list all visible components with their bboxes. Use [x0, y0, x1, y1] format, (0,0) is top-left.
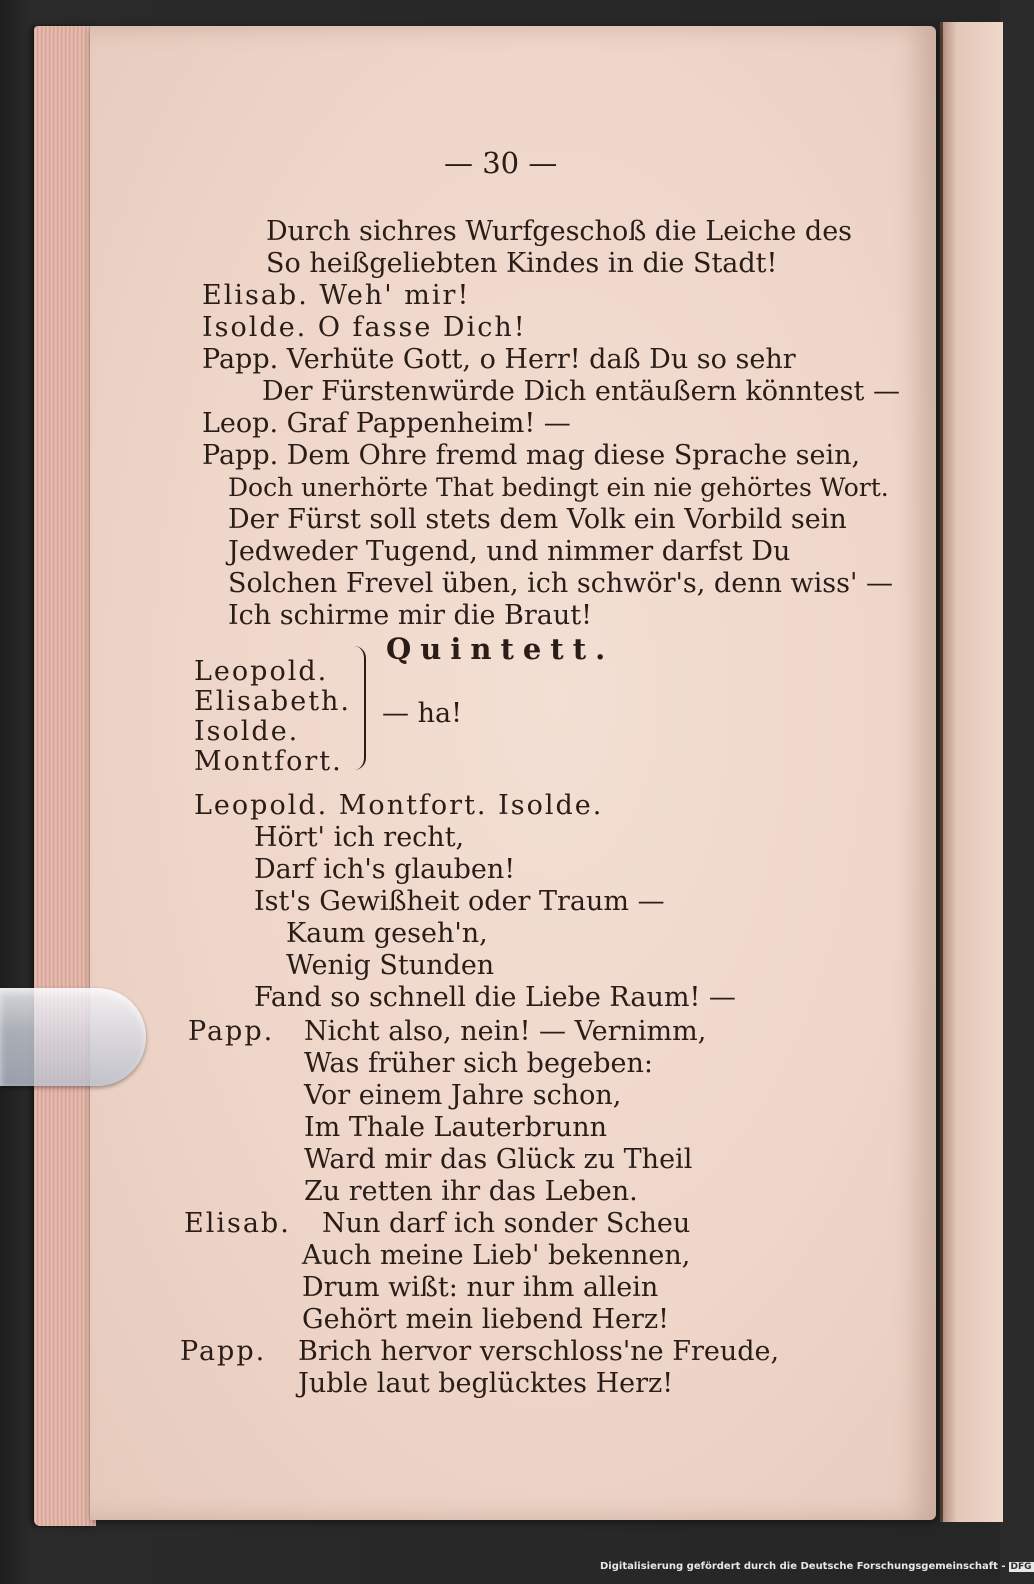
- text-line: Fand so schnell die Liebe Raum! —: [254, 982, 736, 1013]
- dialogue-line: Brich hervor verschloss'ne Freude,: [298, 1336, 780, 1367]
- text-line: Kaum geseh'n,: [286, 918, 488, 949]
- speaker-label: Elisab.: [184, 1208, 291, 1239]
- text-line: Papp. Dem Ohre fremd mag diese Sprache sein,: [202, 440, 861, 471]
- text-line: Jedweder Tugend, und nimmer darfst Du: [228, 536, 791, 567]
- text-line: Doch unerhörte That bedingt ein nie gehörtes Wort.: [228, 473, 889, 502]
- text-line: Der Fürst soll stets dem Volk ein Vorbild sein: [228, 504, 847, 535]
- dialogue-line: Juble laut beglücktes Herz!: [298, 1368, 674, 1399]
- dialogue-line: Nun darf ich sonder Scheu: [322, 1208, 691, 1239]
- page-clip: [0, 988, 146, 1086]
- text-line: Isolde. O fasse Dich!: [202, 312, 527, 343]
- text-line: Der Fürstenwürde Dich entäußern könntest —: [262, 376, 900, 407]
- text-line: So heißgeliebten Kindes in die Stadt!: [266, 248, 778, 279]
- dialogue-line: Zu retten ihr das Leben.: [304, 1176, 638, 1207]
- digitization-footer: [600, 1561, 1034, 1572]
- dialogue-line: Auch meine Lieb' bekennen,: [302, 1240, 691, 1271]
- text-line: Ich schirme mir die Braut!: [228, 600, 592, 631]
- text-line: Wenig Stunden: [286, 950, 495, 981]
- page-number: — 30 —: [444, 146, 558, 180]
- dialogue-line: Vor einem Jahre schon,: [304, 1080, 622, 1111]
- text-line: Solchen Frevel üben, ich schwör's, denn wiss' —: [228, 568, 894, 599]
- text-line: Leopold. Montfort. Isolde.: [194, 790, 604, 821]
- dialogue-line: Nicht also, nein! — Vernimm,: [304, 1016, 707, 1047]
- dfg-logo: DFG: [1010, 1562, 1032, 1572]
- ensemble-name: Elisabeth.: [194, 686, 352, 717]
- section-heading: Quintett.: [386, 632, 615, 666]
- speaker-label: Papp.: [180, 1336, 267, 1367]
- text-line: Darf ich's glauben!: [254, 854, 516, 885]
- dialogue-line: Im Thale Lauterbrunn: [304, 1112, 608, 1143]
- next-page-edge: [940, 22, 1003, 1522]
- text-line: Hört' ich recht,: [254, 822, 465, 853]
- ensemble-name: Montfort.: [194, 746, 343, 777]
- book-page-edges: [34, 26, 96, 1526]
- dialogue-line: Gehört mein liebend Herz!: [302, 1304, 669, 1335]
- ensemble-name: Isolde.: [194, 716, 300, 747]
- text-line: Papp. Verhüte Gott, o Herr! daß Du so sehr: [202, 344, 796, 375]
- book-page: [90, 26, 936, 1520]
- dialogue-line: Was früher sich begeben:: [304, 1048, 653, 1079]
- text-line: Elisab. Weh' mir!: [202, 280, 471, 311]
- text-line: Leop. Graf Pappenheim! —: [202, 408, 571, 439]
- speaker-label: Papp.: [188, 1016, 275, 1047]
- dialogue-line: Ward mir das Glück zu Theil: [304, 1144, 693, 1175]
- ensemble-exclamation: — ha!: [382, 698, 462, 729]
- text-line: Ist's Gewißheit oder Traum —: [254, 886, 665, 917]
- text-line: Durch sichres Wurfgeschoß die Leiche des: [266, 216, 853, 247]
- ensemble-brace: [352, 646, 366, 770]
- footer-text: Digitalisierung gefördert durch die Deutsche Forschungsgemeinschaft -: [600, 1561, 1006, 1572]
- ensemble-name: Leopold.: [194, 656, 329, 687]
- dialogue-line: Drum wißt: nur ihm allein: [302, 1272, 659, 1303]
